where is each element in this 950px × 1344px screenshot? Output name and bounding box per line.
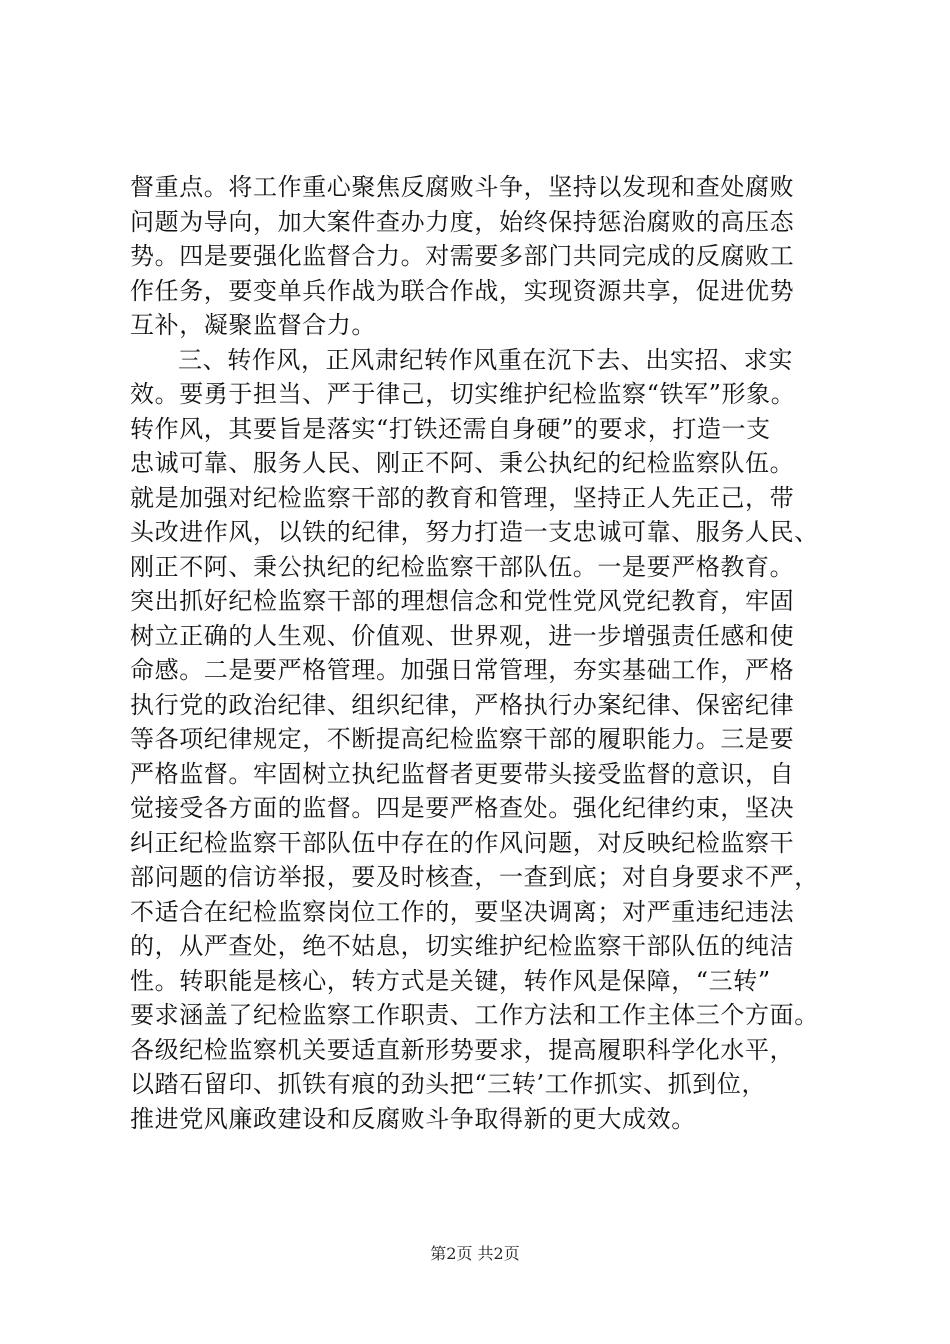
text-line: 推进党风廉政建设和反腐败斗争取得新的更大成效。	[130, 1104, 696, 1133]
text-line: 部问题的信访举报，要及时核查，一查到底；对自身要求不严，	[130, 863, 819, 891]
text-line: 势。四是要强化监督合力。对需要多部门共同完成的反腐败工	[130, 242, 795, 270]
text-line: 性。转职能是核心，转方式是关键，转作风是保障，“三转”	[130, 966, 771, 995]
text-line: 忠诚可靠、服务人民、刚正不阿、秉公执纪的纪检监察队伍。	[130, 449, 795, 477]
text-line: 互补，凝聚监督合力。	[130, 311, 376, 339]
text-line: 头改进作风，以铁的纪律，努力打造一支忠诚可靠、服务人民、	[130, 518, 819, 546]
text-line: 各级纪检监察机关要适直新形势要求，提高履职科学化水平，	[130, 1035, 795, 1064]
text-line: 的，从严查处，绝不姑息，切实维护纪检监察干部队伍的纯洁	[130, 932, 795, 960]
text-line: 刚正不阿、秉公执纪的纪检监察干部队伍。一是要严格教育。	[130, 552, 795, 581]
text-line: 突出抓好纪检监察干部的理想信念和党性党风党纪教育，牢固	[130, 587, 795, 615]
body-text	[130, 170, 830, 1136]
text-line: 等各项纪律规定，不断提高纪检监察干部的履职能力。三是要	[130, 725, 795, 753]
text-line: 问题为导向，加大案件查办力度，始终保持惩治腐败的高压态	[130, 207, 795, 236]
text-line: 执行党的政治纪律、组织纪律，严格执行办案纪律、保密纪律	[130, 690, 795, 719]
text-line: 就是加强对纪检监察干部的教育和管理，坚持正人先正己，带	[130, 483, 795, 512]
text-line: 觉接受各方面的监督。四是要严格查处。强化纪律约束，坚决	[130, 794, 795, 822]
text-line: 要求涵盖了纪检监察工作职责、工作方法和工作主体三个方面。	[130, 1001, 819, 1029]
text-line: 三、转作风，正风肃纪转作风重在沉下去、出实招、求实	[178, 345, 793, 374]
text-line: 效。要勇于担当、严于律己，切实维护纪检监察“铁军”形象。	[130, 380, 796, 408]
text-line: 树立正确的人生观、价值观、世界观，进一步增强责任感和使	[130, 621, 795, 650]
text-line: 命感。二是要严格管理。加强日常管理，夯实基础工作，严格	[130, 656, 795, 684]
text-line: 纠正纪检监察干部队伍中存在的作风问题，对反映纪检监察干	[130, 828, 795, 857]
text-line: 转作风，其要旨是落实“打铁还需自身硬”的要求，打造一支	[130, 414, 771, 443]
text-line: 不适合在纪检监察岗位工作的，要坚决调离；对严重违纪违法	[130, 897, 795, 926]
text-line: 督重点。将工作重心聚焦反腐败斗争，坚持以发现和查处腐败	[130, 173, 795, 201]
text-line: 作任务，要变单兵作战为联合作战，实现资源共享，促进优势	[130, 276, 795, 305]
text-line: 严格监督。牢固树立执纪监督者更要带头接受监督的意识，自	[130, 759, 795, 788]
text-line: 以踏石留印、抓铁有痕的劲头把“三转’工作抓实、抓到位，	[130, 1070, 767, 1098]
page-number-footer: 第2页 共2页	[430, 1244, 520, 1263]
